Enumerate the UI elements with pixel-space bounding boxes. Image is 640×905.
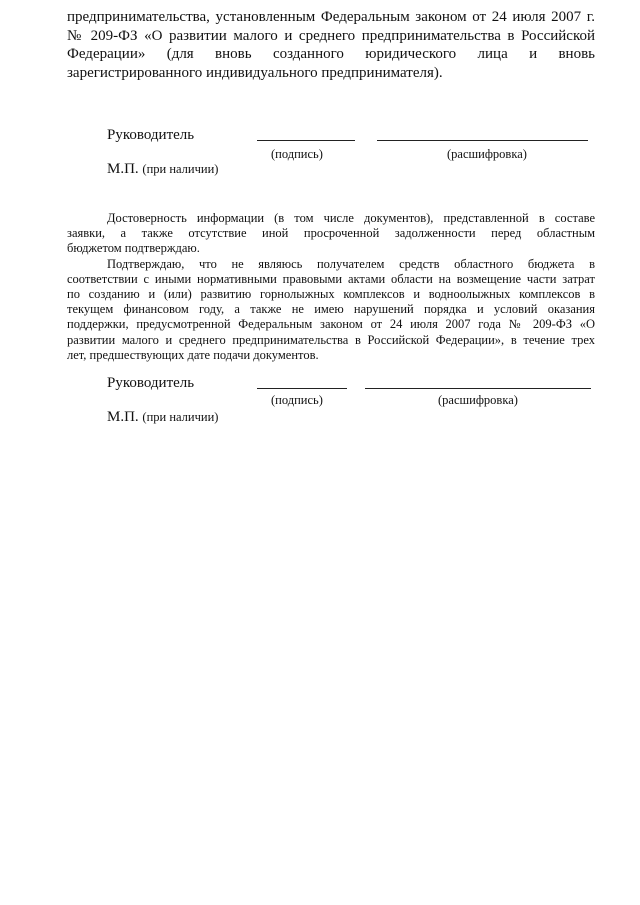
intro-line: № 209-ФЗ «О развитии малого и среднего предпринимательства в Российской — [67, 27, 595, 44]
signatory-role: Руководитель — [107, 375, 195, 391]
signature-line — [257, 140, 355, 141]
paragraph2-line: по созданию и (или) развитию горнолыжных комплексов и водноолыжных комплексов в — [67, 287, 595, 302]
transcript-line — [377, 140, 588, 141]
paragraph2-line: Подтверждаю, что не являюсь получателем средств областного бюджета в — [107, 256, 595, 271]
signature-caption: (подпись) — [271, 393, 323, 407]
paragraph1-line: заявки, а также отсутствие иной просроченной задолженности перед областным — [67, 226, 595, 241]
confirmation-text — [67, 211, 595, 363]
seal-placeholder — [107, 161, 218, 178]
signature-block-1 — [107, 127, 607, 187]
paragraph2-line: текущем финансовом году, а также не имею нарушений порядка и условий оказания — [67, 302, 595, 317]
paragraph2-line: лет, предшествующих дате подачи документов. — [67, 347, 319, 362]
paragraph2-line: поддержки, предусмотренной Федеральным законом от 24 июля 2007 года № 209-ФЗ «О — [67, 317, 595, 332]
seal-note: (при наличии) — [142, 162, 219, 176]
transcript-line — [365, 388, 591, 389]
paragraph2-line: развитии малого и среднего предпринимательства в Российской Федерации», в течение трех — [67, 332, 595, 347]
intro-line: зарегистрированного индивидуального предпринимателя). — [67, 64, 443, 81]
paragraph1-line: Достоверность информации (в том числе документов), представленной в составе — [107, 211, 595, 225]
paragraph2-line: соответствии с иными нормативными правовыми актами области на возмещение части затрат — [67, 271, 595, 286]
transcript-caption: (расшифровка) — [447, 147, 527, 161]
seal-label: М.П. — [107, 161, 139, 177]
intro-line: предпринимательства, установленным Федеральным законом от 24 июля 2007 г. — [67, 9, 595, 25]
signatory-role: Руководитель — [107, 127, 195, 143]
signature-line — [257, 388, 347, 389]
intro-line: Федерации» (для вновь созданного юридического лица и вновь — [67, 46, 595, 63]
signature-caption: (подпись) — [271, 147, 323, 161]
paragraph1-line: бюджетом подтверждаю. — [67, 241, 200, 256]
intro-paragraph — [67, 8, 595, 82]
transcript-caption: (расшифровка) — [438, 393, 518, 407]
seal-placeholder — [107, 409, 218, 426]
seal-note: (при наличии) — [142, 410, 219, 424]
seal-label: М.П. — [107, 409, 139, 425]
signature-block-2 — [107, 375, 607, 435]
